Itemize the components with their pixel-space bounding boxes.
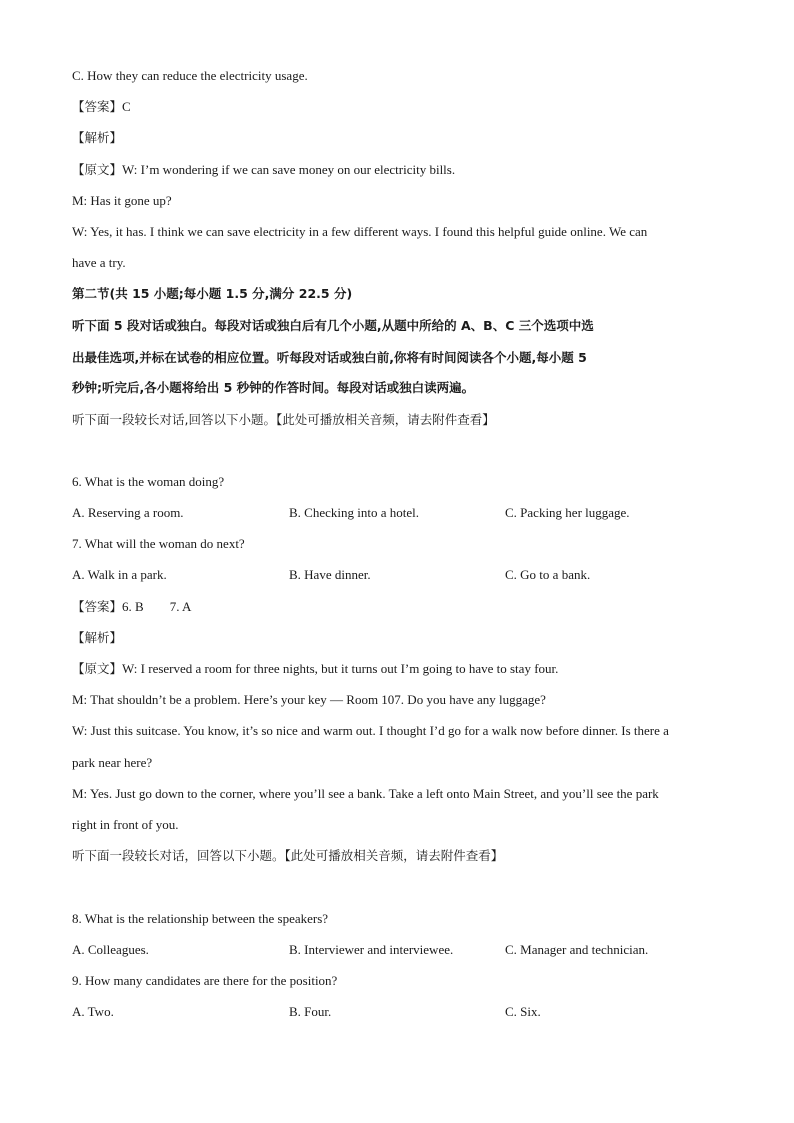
question-stem: 6. What is the woman doing? (72, 474, 225, 489)
dialogue-intro: 听下面一段较长对话，回答以下小题。【此处可播放相关音频，请去附件查看】 (72, 848, 504, 863)
instruction-line: 秒钟;听完后,各小题将给出 5 秒钟的作答时间。每段对话或独白读两遍。 (72, 380, 475, 395)
question-stem: 8. What is the relationship between the speakers? (72, 911, 329, 926)
option-a: A. Walk in a park. (72, 567, 167, 582)
transcript-line: M: That shouldn’t be a problem. Here’s your key — Room 107. Do you have any luggage? (72, 692, 546, 707)
option-c: C. Six. (505, 1004, 541, 1019)
option-a: A. Reserving a room. (72, 505, 184, 520)
transcript-line: park near here? (72, 755, 153, 770)
option-c-text: C. How they can reduce the electricity usage. (72, 68, 308, 83)
transcript-line: have a try. (72, 255, 126, 270)
transcript-line: M: Yes. Just go down to the corner, where you’ll see a bank. Take a left onto Main Street, and you’ll see the park (72, 786, 659, 801)
option-b: B. Interviewer and interviewee. (289, 942, 454, 957)
transcript-line: W: Yes, it has. I think we can save electricity in a few different ways. I found this helpful guide online. We can (72, 224, 648, 239)
answer-value: 6. B (122, 599, 144, 614)
option-b: B. Four. (289, 1004, 332, 1019)
option-b: B. Checking into a hotel. (289, 505, 419, 520)
option-a: A. Two. (72, 1004, 114, 1019)
transcript-text: W: I’m wondering if we can save money on our electricity bills. (122, 162, 456, 177)
answer-label: 【答案】 (72, 599, 123, 614)
instruction-line: 出最佳选项,并标在试卷的相应位置。听每段对话或独白前,你将有时间阅读各个小题,每小题 5 (72, 350, 587, 365)
answer-row (72, 597, 191, 617)
dialogue-intro: 听下面一段较长对话,回答以下小题。【此处可播放相关音频，请去附件查看】 (72, 412, 495, 427)
option-c: C. Manager and technician. (505, 942, 649, 957)
option-c: C. Go to a bank. (505, 567, 591, 582)
section-heading: 第二节(共 15 小题;每小题 1.5 分,满分 22.5 分) (72, 286, 353, 301)
transcript-line: right in front of you. (72, 817, 179, 832)
transcript-label: 【原文】 (72, 162, 123, 177)
analysis-label: 【解析】 (72, 130, 123, 145)
transcript-label: 【原文】 (72, 661, 123, 676)
option-b: B. Have dinner. (289, 567, 371, 582)
answer-value: C (122, 99, 131, 114)
transcript-line (72, 659, 558, 679)
answer-value: 7. A (169, 599, 192, 614)
option-c: C. Packing her luggage. (505, 505, 630, 520)
instruction-line: 听下面 5 段对话或独白。每段对话或独白后有几个小题,从题中所给的 A、B、C 三个选项中选 (72, 318, 594, 333)
answer-row (72, 97, 131, 117)
option-a: A. Colleagues. (72, 942, 149, 957)
transcript-line: W: Just this suitcase. You know, it’s so nice and warm out. I thought I’d go for a walk now before dinner. Is there a (72, 723, 669, 738)
analysis-label: 【解析】 (72, 630, 123, 645)
answer-label: 【答案】 (72, 99, 123, 114)
question-stem: 9. How many candidates are there for the position? (72, 973, 338, 988)
transcript-text: W: I reserved a room for three nights, but it turns out I’m going to have to stay four. (122, 661, 559, 676)
transcript-line (72, 160, 455, 180)
transcript-line: M: Has it gone up? (72, 193, 172, 208)
question-stem: 7. What will the woman do next? (72, 536, 245, 551)
